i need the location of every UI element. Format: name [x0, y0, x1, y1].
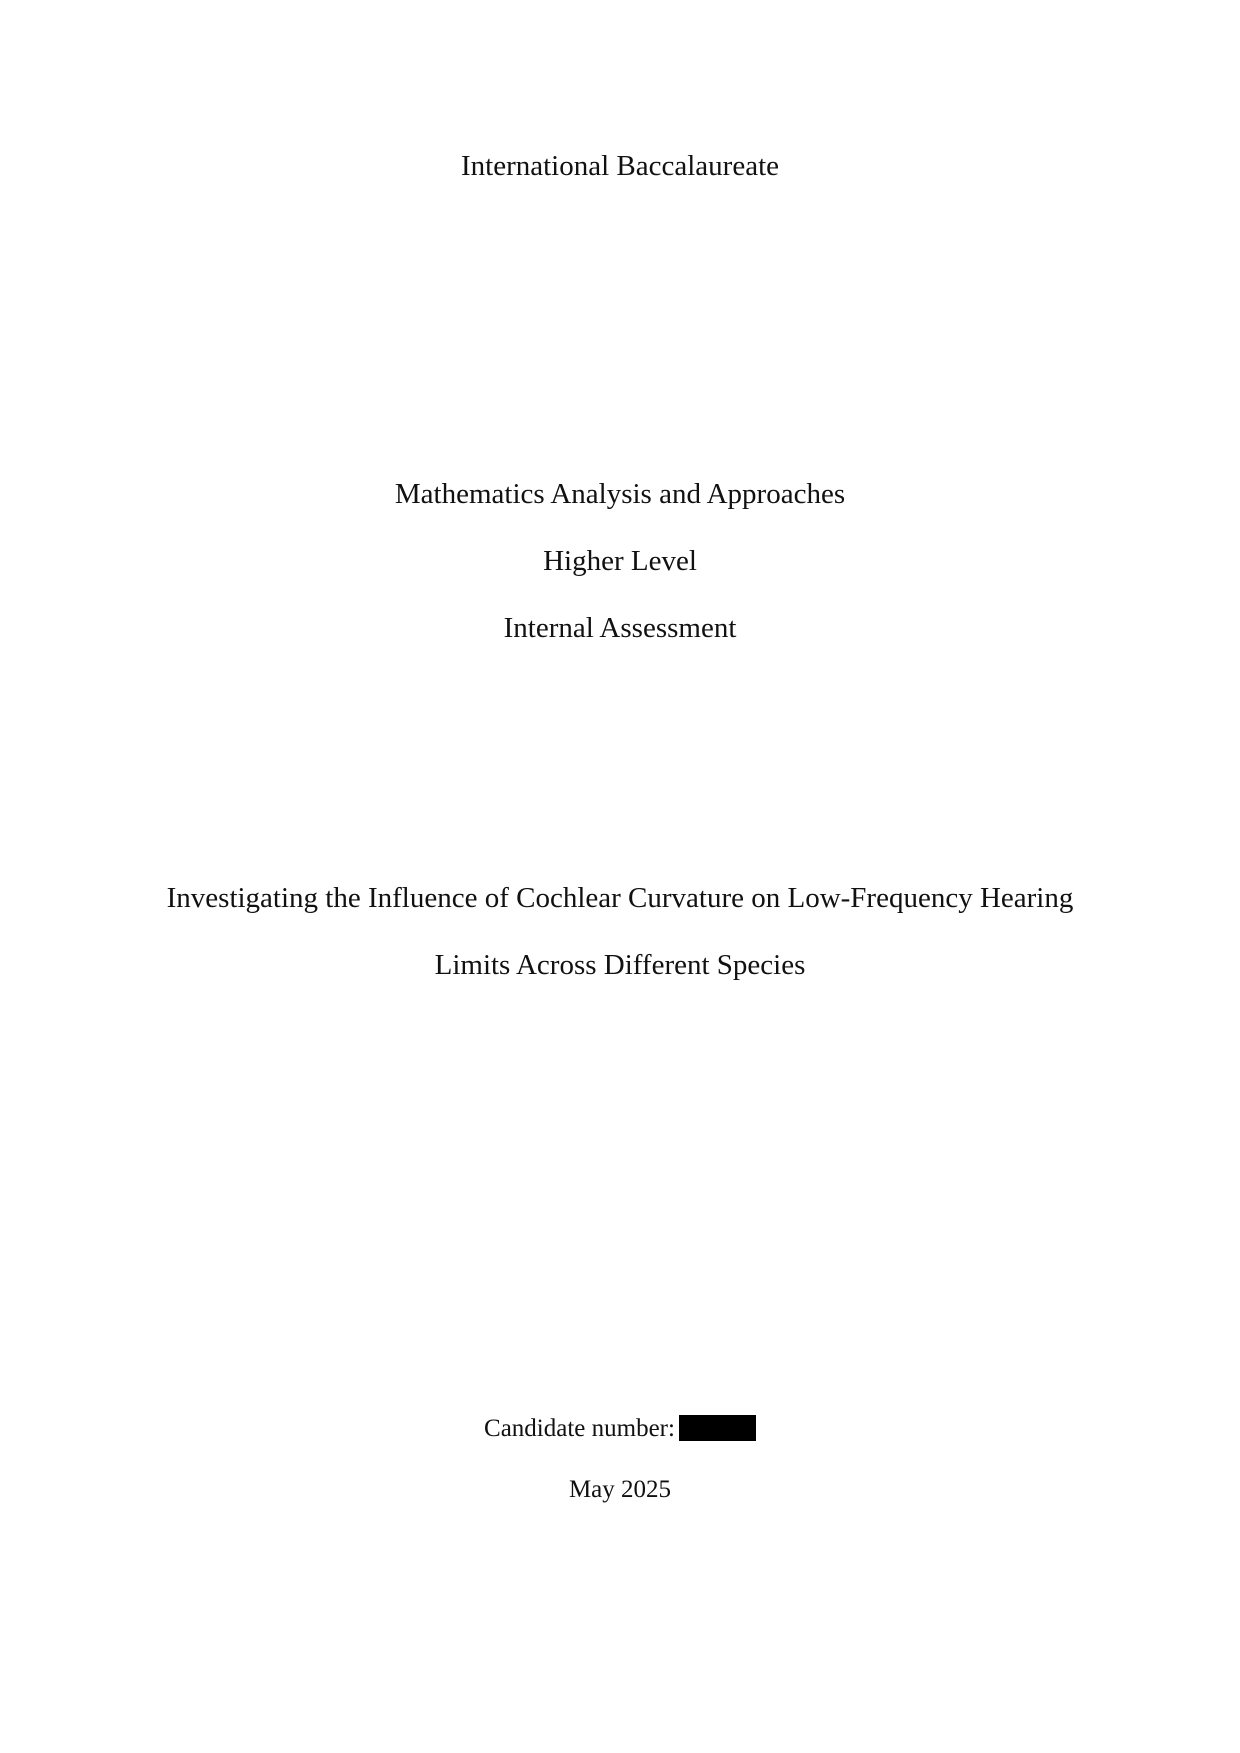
candidate-number [0, 1415, 1240, 1441]
candidate-number-label: Candidate number: [484, 1415, 675, 1442]
redaction-box [679, 1415, 756, 1441]
essay-title-line-2: Limits Across Different Species [434, 949, 806, 981]
course-component: Internal Assessment [503, 612, 737, 644]
essay-title-line-1: Investigating the Influence of Cochlear Curvature on Low-Frequency Hearing [166, 882, 1074, 914]
course-subject: Mathematics Analysis and Approaches [394, 478, 846, 510]
submission-date: May 2025 [568, 1476, 672, 1503]
course-level: Higher Level [543, 545, 697, 577]
institution-name: International Baccalaureate [461, 150, 779, 182]
